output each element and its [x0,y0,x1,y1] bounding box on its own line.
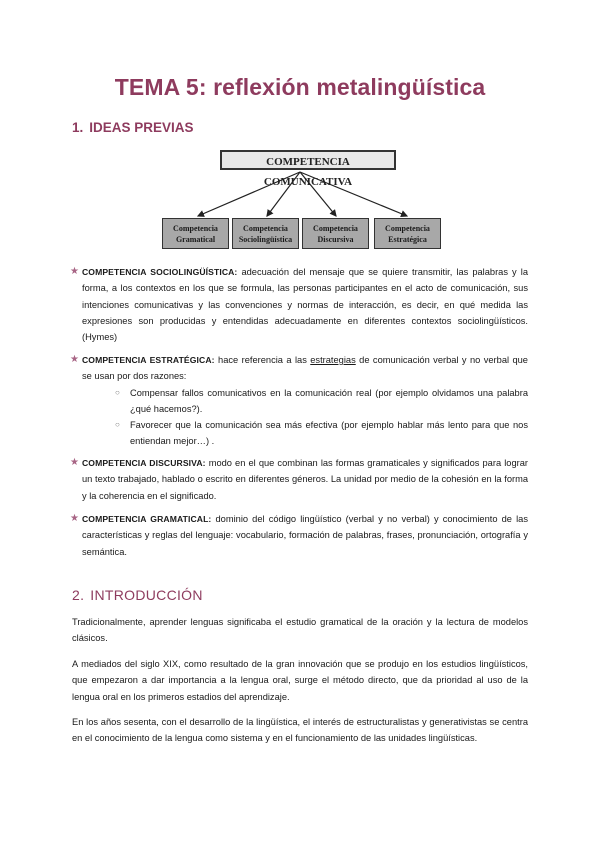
bullet-term: COMPETENCIA ESTRATÉGICA: [82,355,215,365]
page-title: TEMA 5: reflexión metalingüística [114,74,486,100]
box-line1: Competencia [173,224,218,233]
sub-item-text: Favorecer que la comunicación sea más efectiva (por ejemplo hablar más lento para que nos entiendan mejor…) . [130,420,528,447]
bullet-term: COMPETENCIA DISCURSIVA: [82,458,206,468]
star-icon: ★ [70,457,79,468]
box-line2: Discursiva [317,235,354,244]
circle-icon: ○ [115,387,120,397]
box-line2: Estratégica [388,235,427,244]
box-line1: Competencia [313,224,358,233]
sub-item [115,385,528,418]
box-discursiva [302,218,369,249]
bullet-discursiva [70,455,528,504]
box-gramatical [162,218,229,249]
competence-diagram [150,150,450,250]
bullet-term: COMPETENCIA SOCIOLINGÜÍSTICA: [82,267,238,277]
box-line2: Gramatical [175,235,216,244]
bullet-text: dominio del código lingüístico (verbal y no verbal) y conocimiento de las características y reglas del lenguaje: vocabulario, formación de palabras, frases, pronunciación, ortografía y semántica. [82,514,528,557]
sub-item [115,417,528,450]
bullet-gramatical [70,511,528,560]
bullet-text: adecuación del mensaje que se quiere transmitir, las palabras y la forma, a los contextos en los que se formula, las personas participantes en el acto de comunicación, sus intenciones comunicativas y las convenciones y normas de interacción, es decir, en qué medida las expresiones son producidas y entendidas adecuadamente en diferentes contextos sociolingüísticos. (Hymes) [82,267,528,343]
bullet-text-after: de comunicación verbal y no verbal que se usan por dos razones: [82,355,528,382]
section-title: INTRODUCCIÓN [90,587,203,603]
underlined-word: estrategias [310,355,356,365]
section-title: IDEAS PREVIAS [89,120,194,135]
paragraph: En los años sesenta, con el desarrollo de la lingüística, el interés de estructuralistas y generativistas se centra en el conocimiento de la lengua como sistema y en el funcionamiento de las unidades lingüísticas. [72,717,528,744]
box-estrategica [374,218,441,249]
bullet-text: modo en el que combinan las formas gramaticales y significados para lograr un texto trabajado, hablado o escrito en diferentes géneros. La unidad por medio de la cohesión en la forma y la coherencia en el significado. [82,458,528,501]
communicative-competence-box: COMPETENCIA COMUNICATIVA [220,150,396,170]
box-line2: Sociolingüística [238,235,293,244]
paragraph: A mediados del siglo XIX, como resultado de la gran innovación que se produjo en los estudios lingüísticos, que empezaron a dar importancia a la lengua oral, surge el método directo, que da prioridad al uso de la lengua oral en los primeros estadios del aprendizaje. [72,659,528,702]
paragraph: Tradicionalmente, aprender lenguas significaba el estudio gramatical de la oración y la lectura de modelos clásicos. [72,617,528,644]
section-number: 1. [72,120,84,135]
box-sociolinguistica [232,218,299,249]
star-icon: ★ [70,513,79,524]
bullet-estrategica [70,352,528,450]
box-line1: Competencia [385,224,430,233]
sub-item-text: Compensar fallos comunicativos en la comunicación real (por ejemplo olvidamos una palabra ¿qué hacemos?). [130,387,528,414]
star-icon: ★ [70,354,79,365]
section-heading-ideas-previas [72,120,194,135]
circle-icon: ○ [115,420,120,430]
bullet-term: COMPETENCIA GRAMATICAL: [82,514,212,524]
section-number: 2. [72,587,85,603]
bullet-text: hace referencia a las [214,355,311,365]
star-icon: ★ [70,266,79,277]
section-heading-introduccion [72,587,203,603]
box-line1: Competencia [243,224,288,233]
bullet-sociolinguistica [70,264,528,345]
